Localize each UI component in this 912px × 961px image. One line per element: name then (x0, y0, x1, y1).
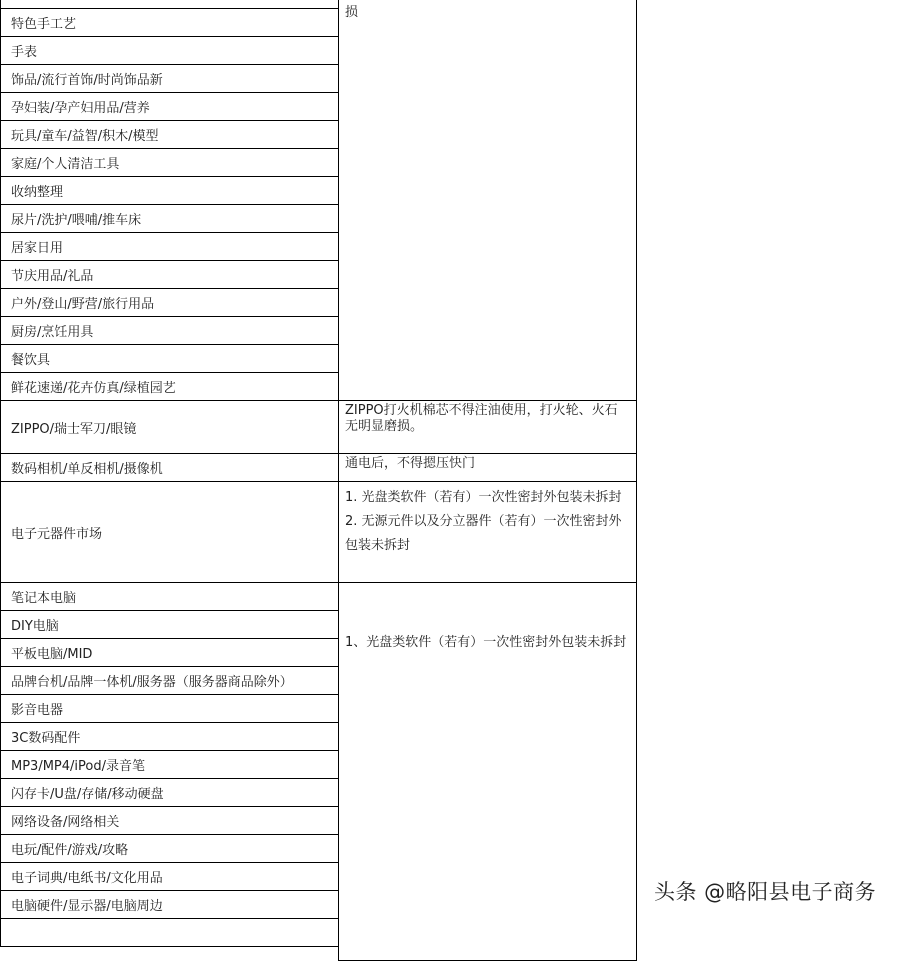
category-cell (0, 918, 339, 947)
category-cell (0, 400, 339, 454)
requirement-text: 损 (345, 5, 359, 20)
requirement-cell (338, 582, 637, 961)
category-label: MP3/MP4/iPod/录音笔 (11, 759, 145, 774)
category-cell (0, 778, 339, 807)
requirement-cell (338, 453, 637, 482)
category-label: 户外/登山/野营/旅行用品 (11, 297, 155, 312)
category-cell (0, 890, 339, 919)
requirement-text: 1. 光盘类软件（若有）一次性密封外包装未拆封 (345, 490, 622, 505)
category-cell (0, 722, 339, 751)
category-label: 手表 (11, 45, 38, 60)
requirement-cell (338, 400, 637, 454)
category-cell (0, 582, 339, 611)
requirement-text: 2. 无源元件以及分立器件（若有）一次性密封外包装未拆封 (345, 514, 622, 553)
category-cell (0, 176, 339, 205)
requirement-text: 1、光盘类软件（若有）一次性密封外包装未拆封 (345, 635, 627, 650)
category-label: 尿片/洗护/喂哺/推车床 (11, 213, 142, 228)
category-label: 家庭/个人清洁工具 (11, 157, 120, 172)
requirement-cell (338, 481, 637, 583)
category-label: 餐饮具 (11, 353, 51, 368)
category-label: 笔记本电脑 (11, 591, 77, 606)
category-label: 平板电脑/MID (11, 647, 93, 662)
category-cell (0, 481, 339, 583)
category-cell (0, 666, 339, 695)
category-label: 鲜花速递/花卉仿真/绿植园艺 (11, 381, 176, 396)
category-label: 数码相机/单反相机/摄像机 (11, 462, 163, 477)
category-cell (0, 610, 339, 639)
category-cell (0, 260, 339, 289)
category-label: DIY电脑 (11, 619, 59, 634)
category-cell (0, 8, 339, 37)
category-label: 影音电器 (11, 703, 64, 718)
requirement-cell (338, 0, 637, 401)
category-label: 饰品/流行首饰/时尚饰品新 (11, 73, 163, 88)
category-cell (0, 453, 339, 482)
category-cell (0, 288, 339, 317)
category-cell (0, 694, 339, 723)
category-cell (0, 64, 339, 93)
requirement-text: ZIPPO打火机棉芯不得注油使用，打火轮、火石无明显磨损。 (345, 403, 618, 434)
category-label: 收纳整理 (11, 185, 64, 200)
category-cell (0, 36, 339, 65)
category-cell (0, 834, 339, 863)
category-label: 电子词典/电纸书/文化用品 (11, 871, 163, 886)
category-label: 玩具/童车/益智/积木/模型 (11, 129, 159, 144)
category-label: 孕妇装/孕产妇用品/营养 (11, 101, 150, 116)
category-cell (0, 344, 339, 373)
category-label: 闪存卡/U盘/存储/移动硬盘 (11, 787, 164, 802)
category-cell (0, 638, 339, 667)
category-cell (0, 750, 339, 779)
category-label: 电玩/配件/游戏/攻略 (11, 843, 129, 858)
watermark: 头条 @略阳县电子商务 (654, 880, 877, 904)
category-label: 节庆用品/礼品 (11, 269, 94, 284)
category-label: 电脑硬件/显示器/电脑周边 (11, 899, 163, 914)
category-cell (0, 92, 339, 121)
category-cell (0, 806, 339, 835)
category-cell (0, 204, 339, 233)
category-cell (0, 862, 339, 891)
category-label: 3C数码配件 (11, 731, 81, 746)
category-cell (0, 232, 339, 261)
category-label: 厨房/烹饪用具 (11, 325, 94, 340)
category-label: 电子元器件市场 (11, 526, 103, 542)
category-label: 居家日用 (11, 241, 64, 256)
category-cell (0, 148, 339, 177)
category-cell (0, 120, 339, 149)
category-label: ZIPPO/瑞士军刀/眼镜 (11, 421, 137, 437)
category-label: 品牌台机/品牌一体机/服务器（服务器商品除外） (11, 675, 293, 690)
category-label: 特色手工艺 (11, 17, 77, 32)
requirement-text: 通电后，不得摁压快门 (345, 456, 476, 471)
category-cell (0, 316, 339, 345)
category-cell (0, 372, 339, 401)
category-label: 网络设备/网络相关 (11, 815, 120, 830)
